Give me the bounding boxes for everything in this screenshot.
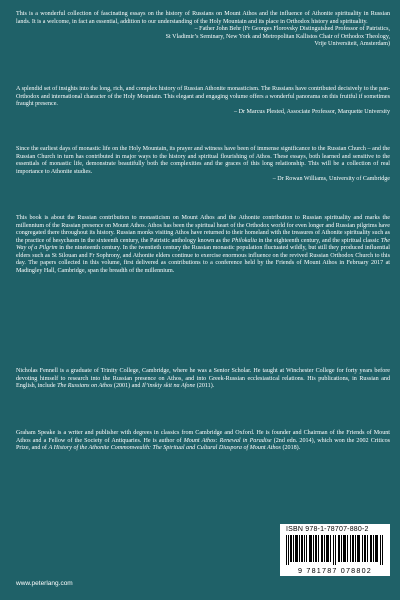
review-plested [16,86,390,116]
isbn-barcode [280,524,390,576]
review-behr [16,11,390,49]
review-text: This is a wonderful collection of fascinating essays on the history of Russians on Mount Athos and the influence of Athonite spirituality in Russian lands. It is a welcome, in fact an essential, addition to our understanding of the Holy Mountain and its place in Orthodox history and spirituality. [16,11,390,25]
review-williams [16,146,390,184]
author-bio-fennell: Nicholas Fennell is a graduate of Trinity College, Cambridge, where he was a Senior Scholar. He taught at Winchester College for forty years before devoting himself to research into the Russian presence on Athos, and into Greek-Russian ecclesiastical relations. His publications, in Russian and English, include The Russians on Athos (2001) and Il’inskiy skit na Afone (2011). [16,368,390,389]
review-attribution: – Father John Behr (Fr Georges Florovsky Distinguished Professor of Patristics, [194,26,390,32]
review-text: Since the earliest days of monastic life on the Holy Mountain, its prayer and witness have been of immense significance to the Russian Church – and the Russian Church in turn has contributed in major ways to the history and spiritual flourishing of Athos. These essays, both learned and sensitive to the essentials of monastic life, demonstrate beautifully both the complexities and the graces of this long relationship. This will be a collection of real importance to Athonite studies. [16,146,390,175]
book-description: This book is about the Russian contribution to monasticism on Mount Athos and the Athonite contribution to Russian spirituality and marks the millennium of the Russian presence on Mount Athos. Athos has been the spiritual heart of the Orthodox world for even longer and Russian pilgrims have congregated there throughout its history. Russian monks visiting Athos have returned to their homeland with the treasures of Athonite spirituality such as the practice of hesychasm in the sixteenth century, the Patristic anthology known as the Philokalia in the eighteenth century, and the spiritual classic The Way of a Pilgrim in the nineteenth century. In the twentieth century the Russian monastic population fluctuated wildly, but still they produced influential elders such as St Silouan and Fr Sophrony, and Athonite elders continue to exercise enormous influence on the revived Russian Orthodox Church to this day. The papers collected in this volume, first delivered as contributions to a conference held by the Friends of Mount Athos in February 2017 at Madingley Hall, Cambridge, span the breadth of the millennium. [16,215,390,274]
review-attribution: – Dr Rowan Williams, University of Cambridge [272,176,390,182]
review-attribution: – Dr Marcus Plested, Associate Professor, Marquette University [234,108,390,115]
author-bio-speake: Graham Speake is a writer and publisher with degrees in classics from Cambridge and Oxford. He is founder and Chairman of the Friends of Mount Athos and a Fellow of the Society of Antiquaries. He is author of Mount Athos: Renewal in Paradise (2nd edn. 2014), which won the 2002 Criticos Prize, and of A History of the Athonite Commonwealth: The Spiritual and Cultural Diaspora of Mount Athos (2018). [16,430,391,451]
review-text: A splendid set of insights into the long, rich, and complex history of Russian Athonite monasticism. The Russians have contributed decisively to the pan-Orthodox and international character of the Holy Mountain. This elegant and engaging volume offers a wonderful panorama on this fruitful if sometimes fraught presence. [16,86,390,107]
review-attribution: St Vladimir’s Seminary, New York and Metropolitan Kallistos Chair of Orthodox Theology, [165,33,390,40]
isbn-label: ISBN 978-1-78707-880-2 [286,526,369,533]
title-philokalia: Philokalia [231,237,257,244]
review-attribution: Vrije Universiteit, Amsterdam) [314,41,390,47]
publisher-url[interactable]: www.peterlang.com [16,580,73,587]
barcode-digits: 9 781787 078802 [298,566,372,575]
title-way-of-a-pilgrim: The Way of a Pilgrim [16,237,390,251]
barcode-icon [286,535,384,565]
